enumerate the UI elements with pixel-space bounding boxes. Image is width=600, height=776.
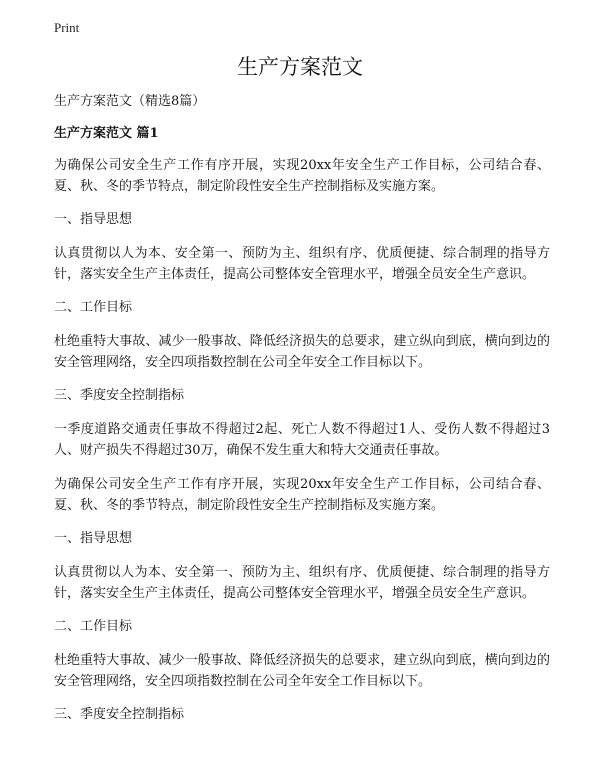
section-heading: 二、工作目标 xyxy=(54,619,133,634)
section-title: 生产方案范文 篇1 xyxy=(54,126,159,141)
document-body xyxy=(54,92,550,738)
paragraph: 认真贯彻以人为本、安全第一、预防为主、组织有序、优质便捷、综合制理的指导方针，落实安全生产主体责任，提高公司整体安全管理水平，增强全员安全生产意识。 xyxy=(54,246,550,282)
paragraph: 杜绝重特大事故、减少一般事故、降低经济损失的总要求，建立纵向到底，横向到边的安全管理网络，安全四项指数控制在公司全年安全工作目标以下。 xyxy=(54,334,550,370)
section-heading: 一、指导思想 xyxy=(54,531,133,546)
paragraph: 杜绝重特大事故、减少一般事故、降低经济损失的总要求，建立纵向到底，横向到边的安全管理网络，安全四项指数控制在公司全年安全工作目标以下。 xyxy=(54,653,550,689)
page-title: 生产方案范文 xyxy=(237,55,363,79)
section-heading: 二、工作目标 xyxy=(54,300,133,315)
section-heading: 三、季度安全控制指标 xyxy=(54,707,185,722)
section-heading: 三、季度安全控制指标 xyxy=(54,388,185,403)
section-heading: 一、指导思想 xyxy=(54,212,133,227)
paragraph: 一季度道路交通责任事故不得超过2起、死亡人数不得超过1人、受伤人数不得超过3人、财产损失不得超过30万，确保不发生重大和特大交通责任事故。 xyxy=(54,422,550,458)
print-link[interactable]: Print xyxy=(54,20,80,35)
paragraph: 认真贯彻以人为本、安全第一、预防为主、组织有序、优质便捷、综合制理的指导方针，落实安全生产主体责任，提高公司整体安全管理水平，增强全员安全生产意识。 xyxy=(54,565,550,601)
paragraph: 为确保公司安全生产工作有序开展，实现20xx年安全生产工作目标，公司结合春、夏、秋、冬的季节特点，制定阶段性安全生产控制指标及实施方案。 xyxy=(54,477,550,513)
paragraph: 为确保公司安全生产工作有序开展，实现20xx年安全生产工作目标，公司结合春、夏、秋、冬的季节特点，制定阶段性安全生产控制指标及实施方案。 xyxy=(54,158,550,194)
document-subtitle: 生产方案范文（精选8篇） xyxy=(54,94,206,109)
